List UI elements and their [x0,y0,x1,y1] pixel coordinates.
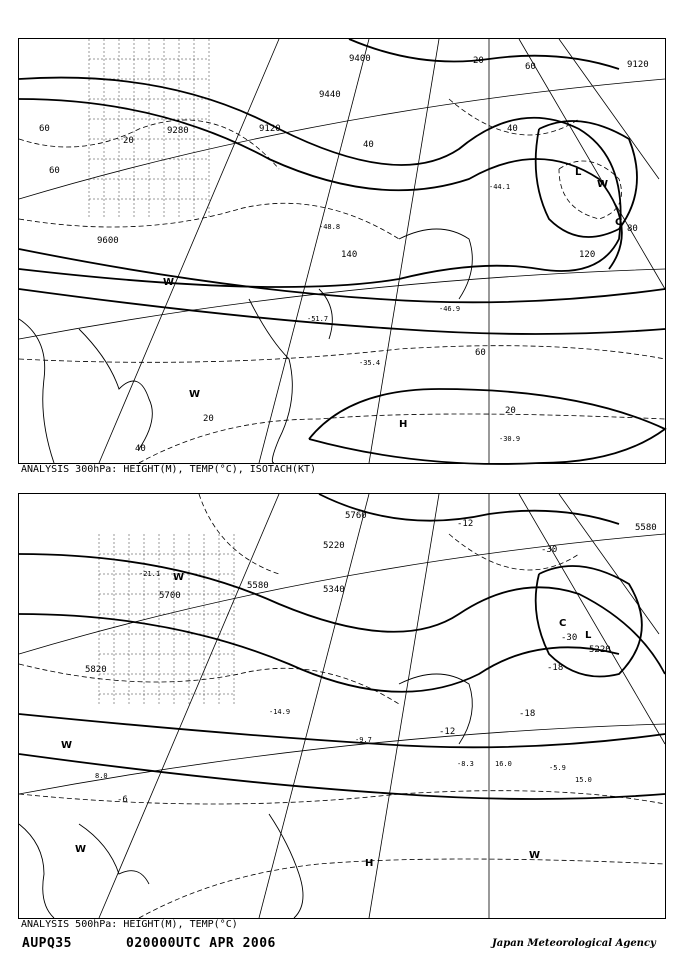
height-label: 9400 [349,54,371,64]
temperature-label: -30 [541,545,558,555]
pressure-center-symbol: H [399,419,408,430]
agency-name: Japan Meteorological Agency [492,938,656,949]
height-label: 9440 [319,90,341,100]
isotach-label: 60 [49,166,60,176]
height-label: 9120 [259,124,281,134]
isotach-label: 140 [341,250,358,260]
isotach-label: 40 [507,124,518,134]
pressure-center-symbol: W [61,740,73,751]
station-value: -8.3 [457,760,474,768]
height-label: 5340 [323,585,345,595]
pressure-center-symbol: L [585,630,592,641]
pressure-center-symbol: C [559,618,567,629]
height-label: 5220 [589,645,611,655]
temperature-contours [19,494,665,918]
height-label: 5760 [345,511,367,521]
station-value: 15.0 [575,776,592,784]
height-label: 5580 [247,581,269,591]
station-value: -48.8 [319,223,341,231]
height-label: 5700 [159,591,181,601]
station-value: -51.7 [307,315,329,323]
station-value: -14.9 [269,708,291,716]
pressure-center-symbol: W [173,572,185,583]
isotach-label: 20 [203,414,214,424]
temperature-label: -6 [117,795,128,805]
chart-title-300hpa: ANALYSIS 300hPa: HEIGHT(M), TEMP(°C), ISOTACH(KT) [21,464,317,475]
temperature-label: -18 [547,663,564,673]
temperature-label: -12 [457,519,474,529]
pressure-center-symbol: W [163,277,175,288]
station-value: -30.9 [499,435,521,443]
isotach-label: 120 [579,250,596,260]
station-value: -46.9 [439,305,461,313]
isotach-label: 40 [363,140,374,150]
pressure-center-symbol: W [75,844,87,855]
chart-title-500hpa: ANALYSIS 500hPa: HEIGHT(M), TEMP(°C) [21,919,238,930]
pressure-center-symbol: H [365,858,374,869]
station-value: -35.4 [359,359,381,367]
pressure-center-symbol: W [189,389,201,400]
pressure-center-symbol: C [615,217,623,228]
isotach-label: 40 [135,444,146,454]
height-label: 9120 [627,60,649,70]
map-300hpa [19,39,665,463]
pressure-center-symbol: W [597,179,609,190]
analysis-datetime: 020000UTC APR 2006 [126,936,276,951]
coastline [19,674,472,918]
chart-500hpa [18,493,666,930]
chart-300hpa [18,38,666,475]
station-value: -5.9 [549,764,566,772]
height-label: 5220 [323,541,345,551]
bulletin-code: AUPQ35 [22,936,72,951]
pressure-center-symbol: L [575,167,582,178]
station-value: -44.1 [489,183,511,191]
height-label: 9280 [167,126,189,136]
temperature-label: -30 [561,633,578,643]
isotach-label: 60 [525,62,536,72]
isotach-label: 60 [475,348,486,358]
isotach-label: 80 [627,224,638,234]
isotach-label: 60 [39,124,50,134]
isotach-label: 20 [123,136,134,146]
height-label: 9600 [97,236,119,246]
station-value: -21.1 [139,570,161,578]
map-500hpa [19,494,665,918]
height-label: 5580 [635,523,657,533]
temperature-label: -12 [439,727,456,737]
station-value: 8.0 [95,772,108,780]
isotach-contours [19,99,665,463]
isotach-label: 20 [473,56,484,66]
temperature-label: -18 [519,709,536,719]
height-label: 5820 [85,665,107,675]
station-value: -9.7 [355,736,372,744]
terrain-grid [89,39,209,219]
station-value: 16.0 [495,760,512,768]
pressure-center-symbol: W [529,850,541,861]
height-contours [19,494,665,799]
graticule [19,494,665,918]
isotach-label: 20 [505,406,516,416]
